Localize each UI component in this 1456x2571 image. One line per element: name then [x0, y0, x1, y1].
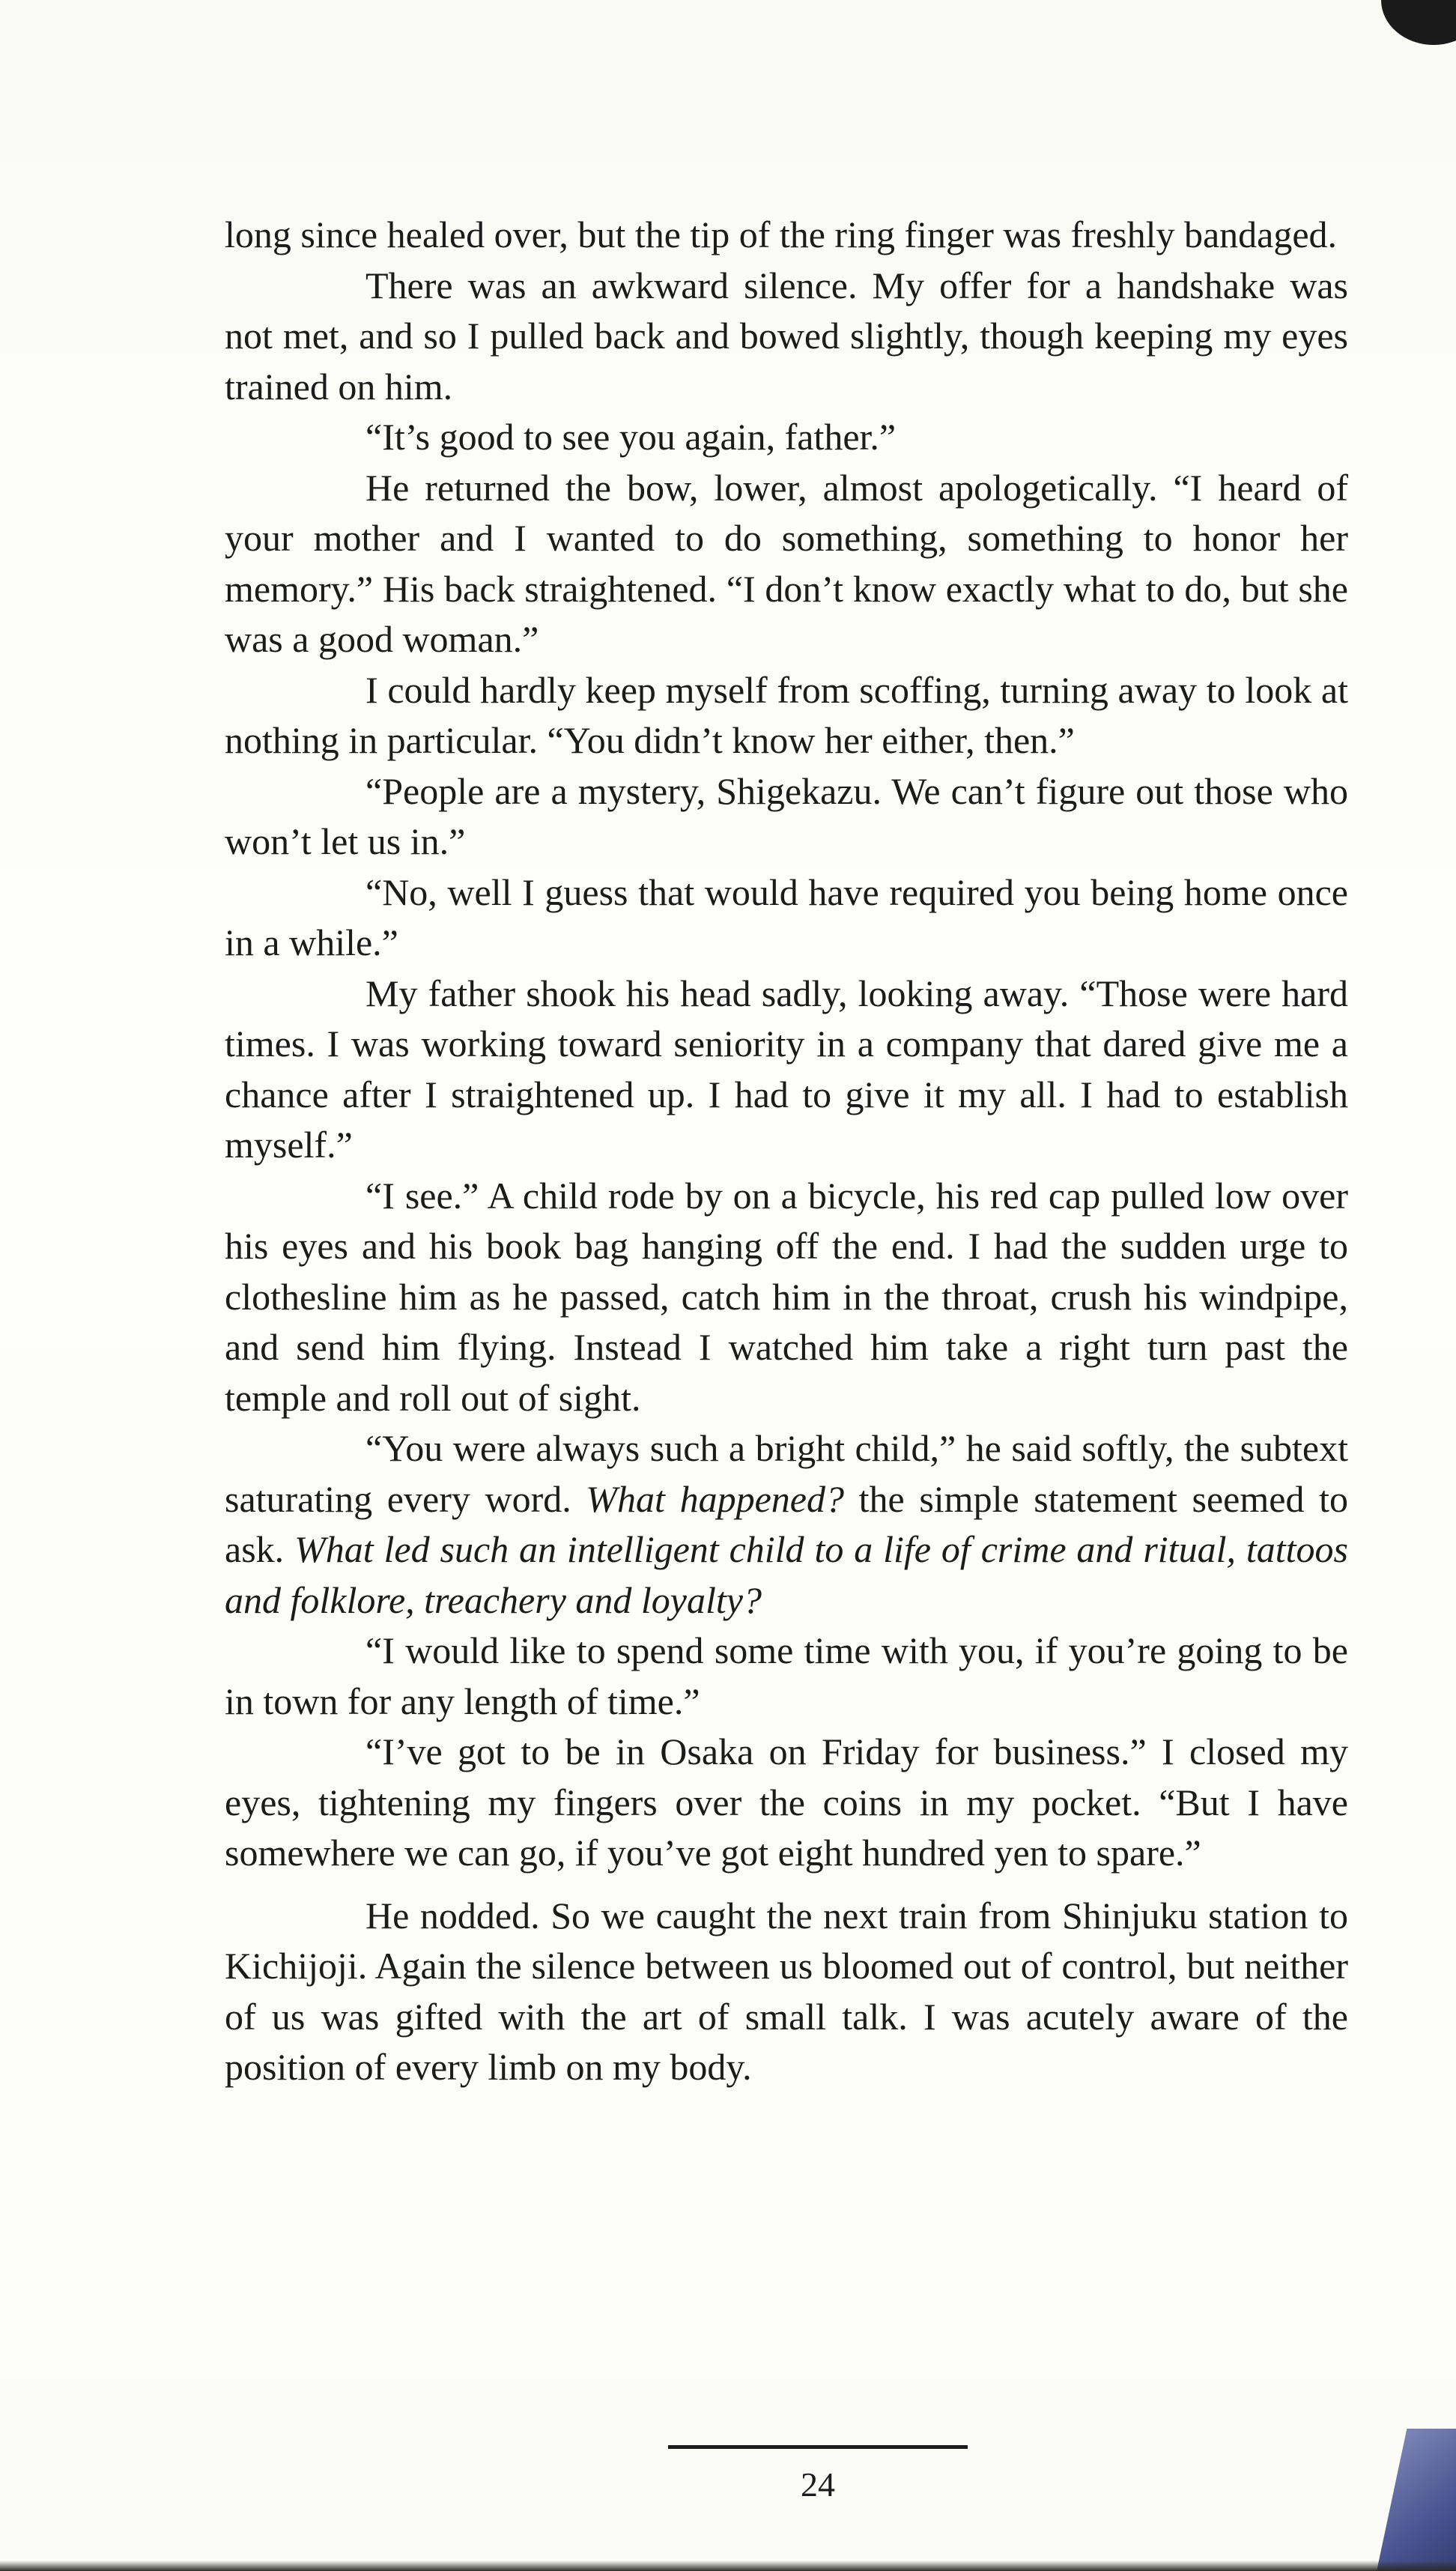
- page-bottom-edge: [0, 2561, 1456, 2571]
- paragraph-8: My father shook his head sadly, looking away. “Those were hard times. I was working toward seniority in a company that dared give me a chance after I straightened up. I had to give it my all. I had to establish myself.”: [225, 972, 1348, 1166]
- paragraph-9: “I see.” A child rode by on a bicycle, his red cap pulled low over his eyes and his book bag hanging off the end. I had the sudden urge to clothesline him as he passed, catch him in the throat, crush his windpipe, and send him flying. Instead I watched him take a right turn past the temple and roll out of sight.: [225, 1174, 1348, 1419]
- paragraph-7: “No, well I guess that would have required you being home once in a while.”: [225, 870, 1348, 963]
- paragraph-10-italic: What led such an intelligent child to a life of crime and ritual, tattoos and folklore, treachery and loyalty?: [225, 1528, 1349, 1621]
- paragraph-2: There was an awkward silence. My offer for a handshake was not met, and so I pulled back and bowed slightly, though keeping my eyes trained on him.: [225, 264, 1348, 408]
- page-corner-shadow: [1381, 0, 1456, 45]
- book-cover-edge: [1371, 2429, 1456, 2571]
- page-number: 24: [801, 2465, 835, 2504]
- paragraph-13: He nodded. So we caught the next train from Shinjuku station to Kichijoji. Again the silence between us bloomed out of control, but neither of us was gifted with the art of small talk. I was acutely aware of the position of every limb on my body.: [225, 1894, 1348, 2088]
- paragraph-10-text: “You were always such a bright child,” he said softly, the subtext saturating every word.: [225, 1427, 1348, 1520]
- paragraph-3: “It’s good to see you again, father.”: [365, 416, 897, 458]
- paragraph-11: “I would like to spend some time with you, if you’re going to be in town for any length of time.”: [225, 1629, 1348, 1722]
- paragraph-4: He returned the bow, lower, almost apologetically. “I heard of your mother and I wanted to do something, something to honor her memory.” His back straightened. “I don’t know exactly what to do, but she was a good woman.”: [225, 466, 1348, 660]
- paragraph-6: “People are a mystery, Shigekazu. We can’t figure out those who won’t let us in.”: [225, 769, 1348, 862]
- paragraph-1: long since healed over, but the tip of the ring finger was freshly bandaged.: [225, 214, 1338, 255]
- paragraph-10-text: the simple statement seemed to ask.: [225, 1477, 1348, 1570]
- body-text: [225, 210, 1348, 2093]
- paragraph-10: [225, 1423, 1348, 1626]
- footer-rule: [668, 2445, 968, 2449]
- paragraph-10-italic: What happened?: [586, 1477, 844, 1520]
- paragraph-5: I could hardly keep myself from scoffing, turning away to look at nothing in particular. “You didn’t know her either, then.”: [225, 668, 1348, 761]
- paragraph-12: “I’ve got to be in Osaka on Friday for business.” I closed my eyes, tightening my fingers over the coins in my pocket. “But I have somewhere we can go, if you’ve got eight hundred yen to spare.”: [225, 1730, 1348, 1874]
